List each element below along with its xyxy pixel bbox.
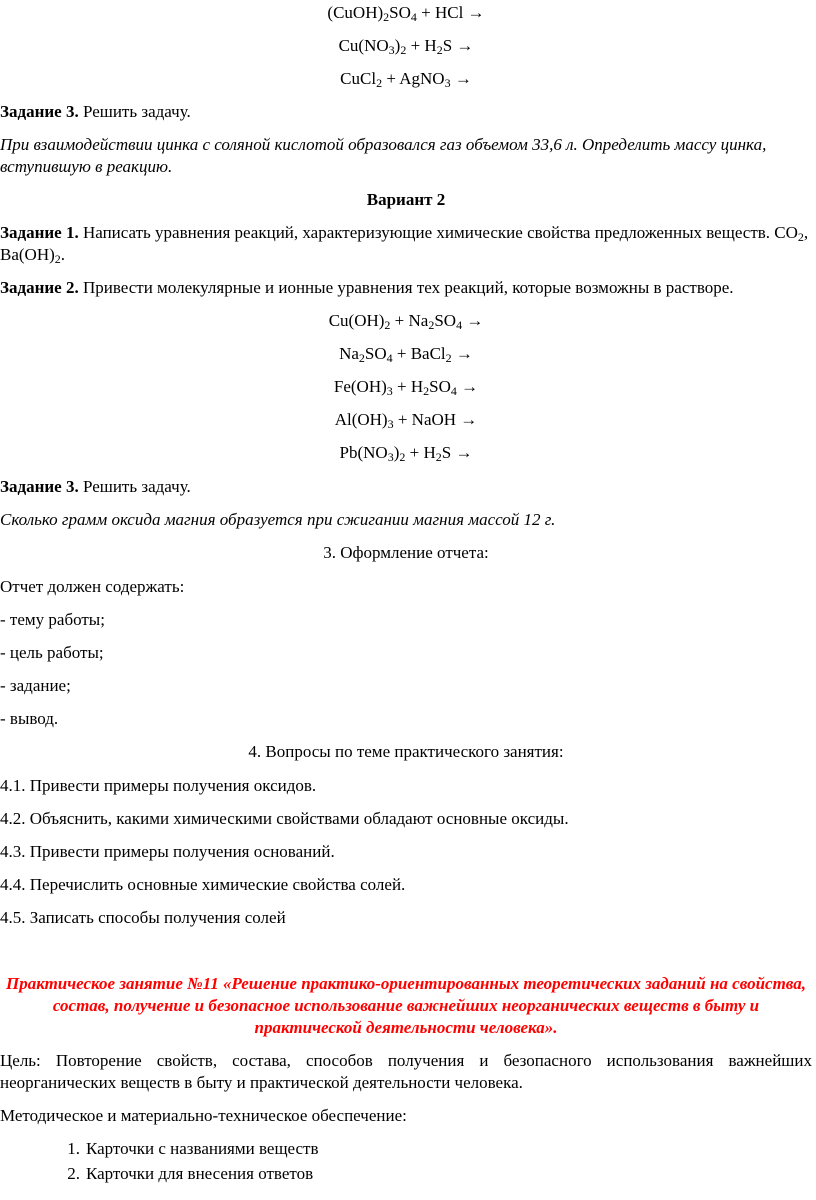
task-label: Задание 3. xyxy=(0,102,79,121)
practice-goal: Цель: Повторение свойств, состава, способов получения и безопасного использования важнейших неорганических веществ в быту и практической деятельности человека. xyxy=(0,1051,812,1092)
report-intro: Отчет должен содержать: xyxy=(0,577,185,596)
task-1-paragraph: Задание 1. Написать уравнения реакций, характеризующие химические свойства предложенных веществ. $CO_2$, $Ba(OH)_2$. xyxy=(0,223,809,266)
equation-line: $Cu(NO_3)_2 + H_2S$ → xyxy=(338,36,474,57)
equation-line: $Fe(OH)_3 + H_2SO_4$ → xyxy=(333,377,479,398)
equation-line: $Cu(OH)_2 + Na_2SO_4$ → xyxy=(328,311,484,332)
equation-line: $Pb(NO_3)_2 + H_2S$ → xyxy=(339,443,473,464)
report-item: - тему работы; xyxy=(0,610,105,629)
practice-title: Практическое занятие №11 «Решение практико-ориентированных теоретических заданий на свойства, состав, получение и безопасное использование важнейших неорганических веществ в быту и практической деятельности человека». xyxy=(5,974,807,1037)
equation-line: $Na_2SO_4$ + BaCl$_2$ → xyxy=(339,344,473,365)
report-item: - задание; xyxy=(0,676,71,695)
task-3-line: Задание 3. Решить задачу. xyxy=(0,477,191,496)
question-item: 4.5. Записать способы получения солей xyxy=(0,908,286,927)
question-item: 4.3. Привести примеры получения оснований. xyxy=(0,842,335,861)
question-item: 4.1. Привести примеры получения оксидов. xyxy=(0,776,317,795)
report-item: - цель работы; xyxy=(0,643,104,662)
question-item: 4.2. Объяснить, какими химическими свойствами обладают основные оксиды. xyxy=(0,809,569,828)
question-item: 4.4. Перечислить основные химические свойства солей. xyxy=(0,875,406,894)
report-item: - вывод. xyxy=(0,709,59,728)
task-3-problem: При взаимодействии цинка с соляной кислотой образовался газ объемом 33,6 л. Определить массу цинка, вступившую в реакцию. xyxy=(0,135,767,176)
equation-line: $(CuOH)_2SO_4$ + HCl → xyxy=(327,3,485,24)
variant-heading: Вариант 2 xyxy=(366,190,446,209)
list-item: 2. Карточки для внесения ответов xyxy=(67,1164,314,1183)
questions-heading: 4. Вопросы по теме практического занятия: xyxy=(248,742,564,761)
task-2-line: Задание 2. Привести молекулярные и ионные уравнения тех реакций, которые возможны в растворе. xyxy=(0,278,734,297)
equation-line: $Al(OH)_3$ + NaOH → xyxy=(334,410,478,431)
report-heading: 3. Оформление отчета: xyxy=(323,543,489,562)
equation-line: CuCl$_2$ + AgNO$_3$ → xyxy=(340,69,472,90)
task-3-line: Задание 3. Решить задачу. xyxy=(0,102,191,121)
support-heading: Методическое и материально-техническое обеспечение: xyxy=(0,1106,407,1125)
list-item: 1. Карточки с названиями веществ xyxy=(67,1139,319,1158)
task-3-problem: Сколько грамм оксида магния образуется при сжигании магния массой 12 г. xyxy=(0,510,556,529)
